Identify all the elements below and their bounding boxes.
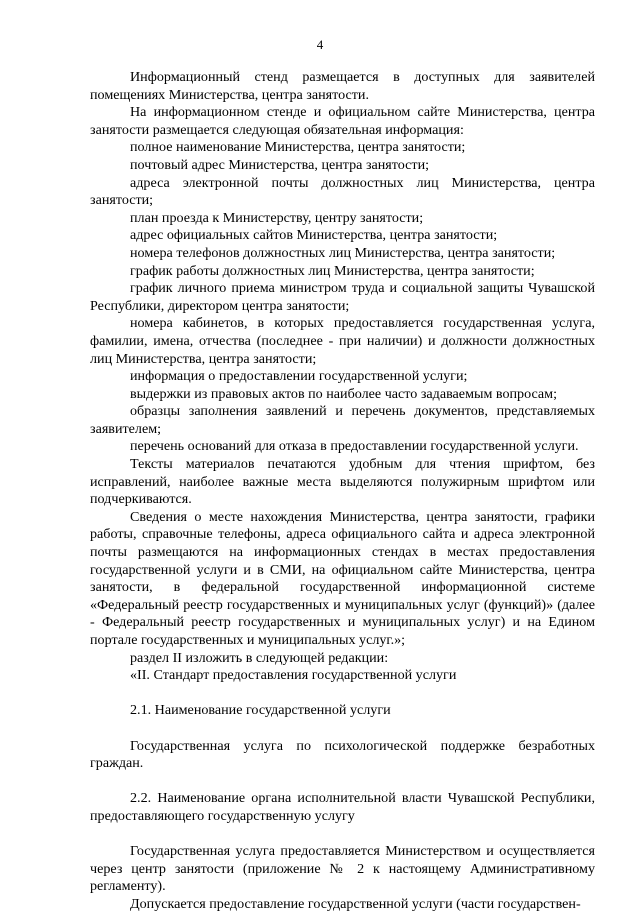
- list-item: план проезда к Министерству, центру занятости;: [130, 209, 424, 226]
- list-item: номера кабинетов, в которых предоставляется государственная услуга, фамилии, имена, отчества (последнее - при наличии) и должности должностных лиц Министерства, центра занятости;: [90, 315, 595, 367]
- page-number: 4: [316, 37, 324, 52]
- paragraph: Тексты материалов печатаются удобным для чтения шрифтом, без исправлений, наиболее важные места выделяются полужирным шрифтом или подчеркиваются.: [90, 456, 595, 508]
- paragraph: Государственная услуга по психологической поддержке безработных граждан.: [90, 737, 595, 772]
- list-item: образцы заполнения заявлений и перечень документов, представляемых заявителем;: [90, 403, 595, 437]
- section-title: «II. Стандарт предоставления государственной услуги: [130, 667, 457, 684]
- subsection-heading: 2.2. Наименование органа исполнительной власти Чувашской Республики, предоставляющего государственную услугу: [90, 790, 595, 824]
- paragraph: Государственная услуга предоставляется Министерством и осуществляется через центр занятости (приложение № 2 к настоящему Административному регламенту).: [90, 843, 595, 895]
- paragraph: Информационный стенд размещается в доступных для заявителей помещениях Министерства, центра занятости.: [90, 69, 595, 103]
- list-item: перечень оснований для отказа в предоставлении государственной услуги.: [130, 438, 579, 455]
- paragraph: раздел II изложить в следующей редакции:: [130, 649, 389, 666]
- list-item: график работы должностных лиц Министерства, центра занятости;: [130, 262, 535, 279]
- subsection-heading: 2.1. Наименование государственной услуги: [130, 702, 391, 719]
- paragraph: Допускается предоставление государственной услуги (части государствен-: [130, 895, 581, 912]
- spacer: [90, 685, 595, 703]
- list-item: выдержки из правовых актов по наиболее часто задаваемым вопросам;: [130, 385, 558, 402]
- paragraph: На информационном стенде и официальном сайте Министерства, центра занятости размещается следующая обязательная информация:: [90, 104, 595, 138]
- paragraph: Сведения о месте нахождения Министерства, центра занятости, графики работы, справочные телефоны, адреса официального сайта и адреса электронной почты размещаются на информационных стендах в местах предоставления государственной услуги и в СМИ, на официальном сайте Министерства, центра занятости, в федеральной государственной информационной системе «Федеральный реестр государственных и муниципальных услуг (функций)» (далее - Федеральный реестр государственных и муниципальных услуг) и на Едином портале государственных и муниципальных услуг.»;: [90, 508, 595, 648]
- list-item: адреса электронной почты должностных лиц Министерства, центра занятости;: [90, 174, 595, 209]
- list-item: график личного приема министром труда и социальной защиты Чувашской Республики, директором центра занятости;: [90, 280, 595, 314]
- document-body: [90, 69, 595, 914]
- list-item: полное наименование Министерства, центра занятости;: [130, 139, 466, 156]
- list-item: информация о предоставлении государственной услуги;: [130, 368, 468, 385]
- spacer: [90, 826, 595, 844]
- list-item: почтовый адрес Министерства, центра занятости;: [130, 156, 430, 173]
- list-item: номера телефонов должностных лиц Министерства, центра занятости;: [130, 244, 556, 261]
- spacer: [90, 773, 595, 791]
- spacer: [90, 720, 595, 738]
- list-item: адрес официальных сайтов Министерства, центра занятости;: [130, 227, 498, 244]
